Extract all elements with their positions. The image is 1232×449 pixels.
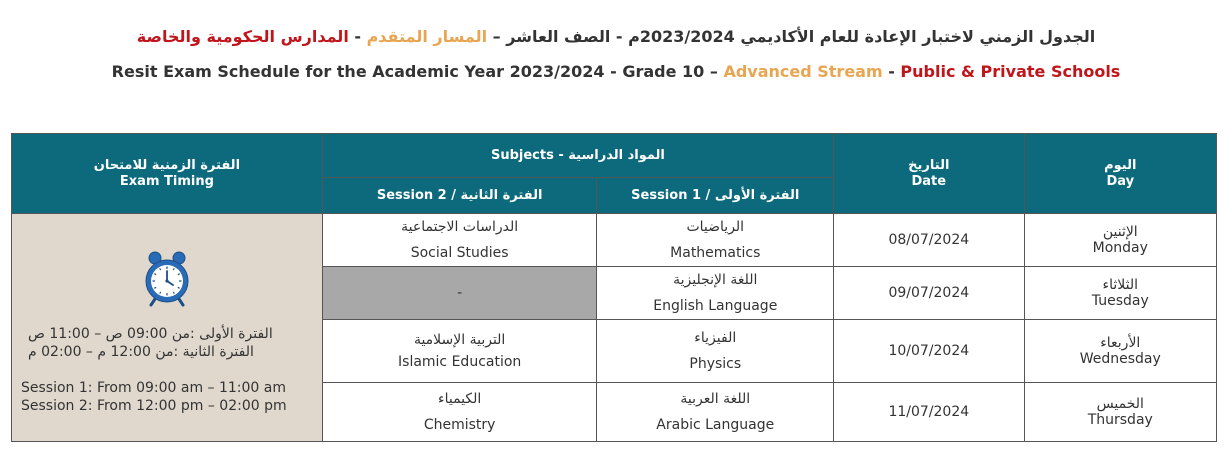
timing-ar-session-1: الفترة الأولى :من 09:00 ص – 11:00 ص [28, 325, 273, 342]
day-cell [1024, 320, 1216, 383]
exam-timing-cell [12, 214, 323, 442]
session-2-cell [322, 320, 597, 383]
day-ar: الثلاثاء [1102, 277, 1138, 293]
subject-ar: التربية الإسلامية [413, 332, 506, 348]
timing-english [12, 361, 322, 415]
title-arabic-separator: - [348, 27, 367, 46]
date-cell: 11/07/2024 [834, 383, 1024, 442]
title-arabic-main: الجدول الزمني لاختبار الإعادة للعام الأكاديمي 2023/2024م - الصف العاشر – [487, 27, 1096, 46]
day-cell [1024, 383, 1216, 442]
day-ar: الإثنين [1102, 224, 1138, 240]
header-timing-ar: الفترة الزمنية للامتحان [93, 157, 241, 173]
header-timing-en: Exam Timing [119, 173, 214, 189]
header-date-en: Date [911, 173, 947, 189]
header-row [12, 134, 1217, 178]
day-cell [1024, 214, 1216, 267]
timing-ar-session-2: الفترة الثانية :من 12:00 م – 02:00 م [28, 343, 254, 360]
session-1-cell [597, 320, 834, 383]
table-row [12, 214, 1217, 267]
subject-en: Social Studies [410, 245, 509, 261]
day-ar: الخميس [1096, 396, 1144, 412]
subject-ar: اللغة الإنجليزية [673, 272, 758, 288]
title-arabic [0, 27, 1232, 46]
header-day-ar: اليوم [1104, 157, 1137, 173]
subject-en: English Language [653, 298, 778, 314]
timing-en-session-2: Session 2: From 12:00 pm – 02:00 pm [21, 397, 287, 414]
session-2-cell [322, 214, 597, 267]
subject-en: Mathematics [670, 245, 761, 261]
exam-schedule-table [11, 133, 1217, 442]
header-day [1024, 134, 1216, 214]
header-session-1: الفترة الأولى / Session 1 [597, 178, 834, 214]
timing-en-session-1: Session 1: From 09:00 am – 11:00 am [21, 379, 287, 396]
subject-ar: الدراسات الاجتماعية [401, 219, 519, 235]
subject-ar: الرياضيات [686, 219, 745, 235]
session-2-cell [322, 383, 597, 442]
subject-en: Arabic Language [656, 417, 775, 433]
day-cell [1024, 267, 1216, 320]
day-en: Thursday [1087, 412, 1153, 428]
day-en: Monday [1092, 240, 1148, 256]
header-subjects: المواد الدراسية - Subjects [322, 134, 833, 178]
day-en: Tuesday [1091, 293, 1149, 309]
title-english-schools: Public & Private Schools [900, 62, 1121, 81]
alarm-clock-icon [142, 249, 192, 307]
session-1-cell [597, 214, 834, 267]
session-1-cell [597, 267, 834, 320]
subject-ar: الكيمياء [438, 391, 482, 407]
header-date [834, 134, 1024, 214]
session-2-empty-cell: - [322, 267, 597, 320]
title-arabic-stream: المسار المتقدم [366, 27, 488, 46]
header-session-2: الفترة الثانية / Session 2 [322, 178, 597, 214]
subject-en: Chemistry [423, 417, 496, 433]
timing-arabic [12, 311, 322, 361]
day-en: Wednesday [1079, 351, 1161, 367]
session-1-cell [597, 383, 834, 442]
title-arabic-schools: المدارس الحكومية والخاصة [136, 27, 349, 46]
day-ar: الأربعاء [1100, 335, 1141, 351]
date-cell: 09/07/2024 [834, 267, 1024, 320]
header-day-en: Day [1106, 173, 1135, 189]
subject-ar: اللغة العربية [680, 391, 751, 407]
subject-ar: الفيزياء [694, 330, 737, 346]
date-cell: 10/07/2024 [834, 320, 1024, 383]
header-date-ar: التاريخ [908, 157, 950, 173]
title-english-separator: - [882, 62, 901, 81]
date-cell: 08/07/2024 [834, 214, 1024, 267]
subject-en: Islamic Education [398, 354, 522, 370]
subject-en: Physics [689, 356, 742, 372]
title-english [0, 62, 1232, 81]
header-exam-timing [12, 134, 323, 214]
title-english-stream: Advanced Stream [723, 62, 883, 81]
title-english-main: Resit Exam Schedule for the Academic Year 2023/2024 - Grade 10 – [111, 62, 724, 81]
